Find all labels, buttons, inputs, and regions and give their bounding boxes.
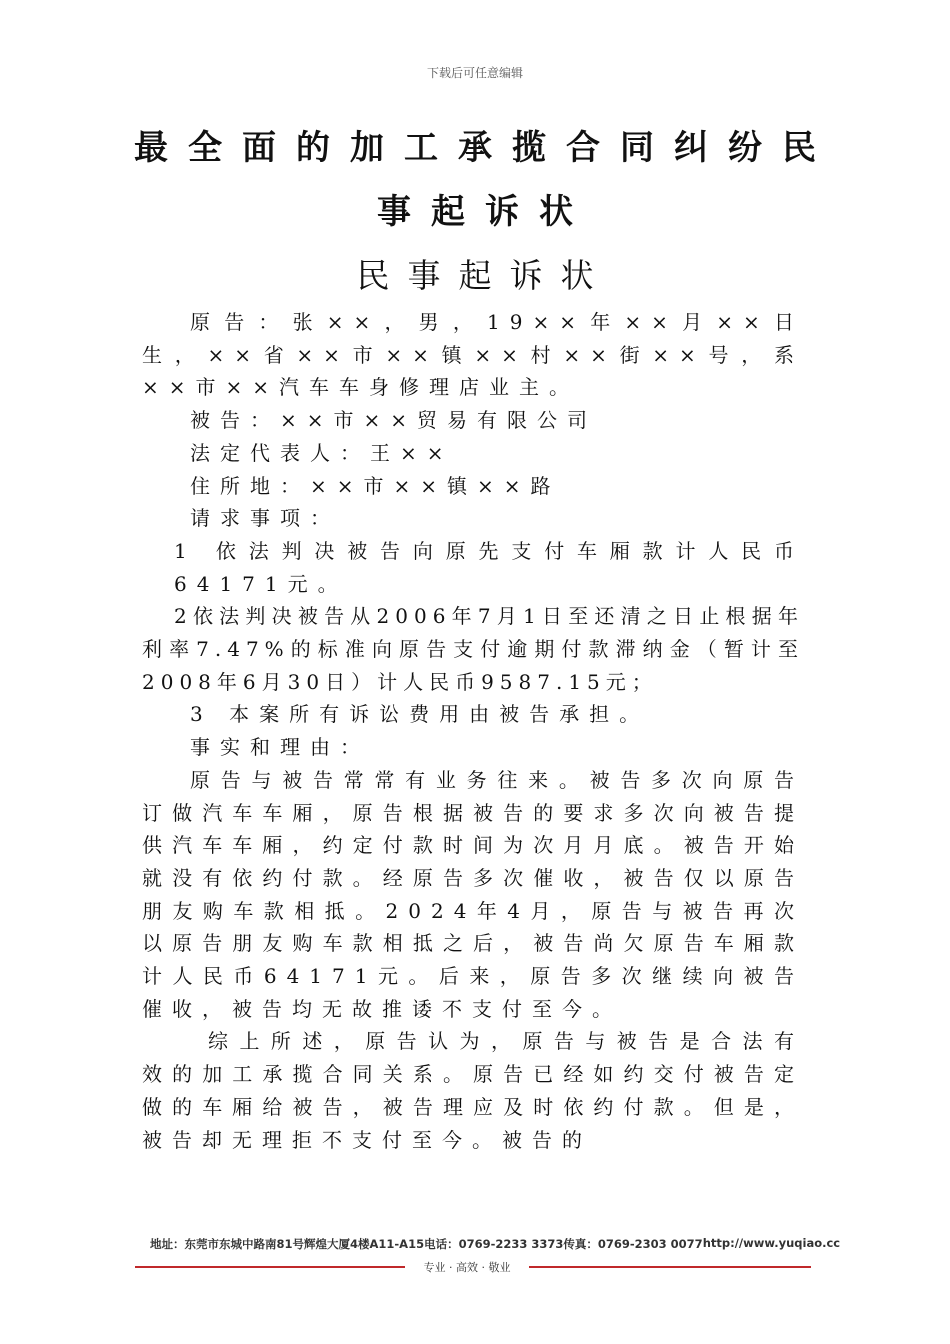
page-footer <box>150 1236 841 1252</box>
footer-rule-right <box>529 1266 811 1268</box>
defendant-address: 住所地：××市××镇××路 <box>190 473 561 498</box>
document-title-line-2: 事起诉状 <box>377 192 593 232</box>
facts-heading: 事实和理由： <box>190 735 370 760</box>
claims-heading: 请求事项： <box>190 506 340 531</box>
facts-paragraph: 综上所述，原告认为，原告与被告是合法有效的加工承揽合同关系。原告已经如约交付被告定做的车厢给被告，被告理应及时依约付款。但是，被告却无理拒不支付至今。被告的 <box>142 1029 804 1152</box>
plaintiff-info: 原告：张××，男，19××年××月××日生，××省××市××镇××村××街××号，系××市××汽车车身修理店业主。 <box>142 310 804 400</box>
footer-slogan: 专业 · 高效 · 敬业 <box>423 1261 511 1274</box>
legal-representative: 法定代表人：王×× <box>190 440 454 465</box>
claim-item: 1 依法判决被告向原先支付车厢款计人民币64171元。 <box>174 538 804 596</box>
footer-rule <box>135 1260 811 1274</box>
footer-rule-left <box>135 1266 405 1268</box>
document-subtitle: 民事起诉状 <box>356 256 612 295</box>
footer-phone: 电话：0769-2233 3373 <box>424 1237 564 1251</box>
document-title-line-1: 最全面的加工承揽合同纠纷民 <box>134 128 836 168</box>
footer-address: 地址：东莞市东城中路南81号辉煌大厦4楼A11-A15 <box>150 1237 425 1251</box>
header-note: 下载后可任意编辑 <box>426 66 523 80</box>
footer-url[interactable]: http://www.yuqiao.cc <box>702 1236 841 1250</box>
claim-item: 3 本案所有诉讼费用由被告承担。 <box>190 702 650 727</box>
document-body <box>142 306 804 1156</box>
defendant-info: 被告：××市××贸易有限公司 <box>190 408 598 433</box>
footer-fax: 传真：0769-2303 0077 <box>563 1237 703 1251</box>
claim-item: 2依法判决被告从2006年7月1日至还清之日止根据年利率7.47%的标准向原告支付逾期付款滞纳金（暂计至2008年6月30日）计人民币9587.15元； <box>142 604 804 694</box>
facts-paragraph: 原告与被告常常有业务往来。被告多次向原告订做汽车车厢，原告根据被告的要求多次向被告提供汽车车厢，约定付款时间为次月月底。被告开始就没有依约付款。经原告多次催收，被告仅以原告朋友购车款相抵。2024年4月，原告与被告再次以原告朋友购车款相抵之后，被告尚欠原告车厢款计人民币64171元。后来，原告多次继续向被告催收，被告均无故推诿不支付至今。 <box>142 767 804 1021</box>
